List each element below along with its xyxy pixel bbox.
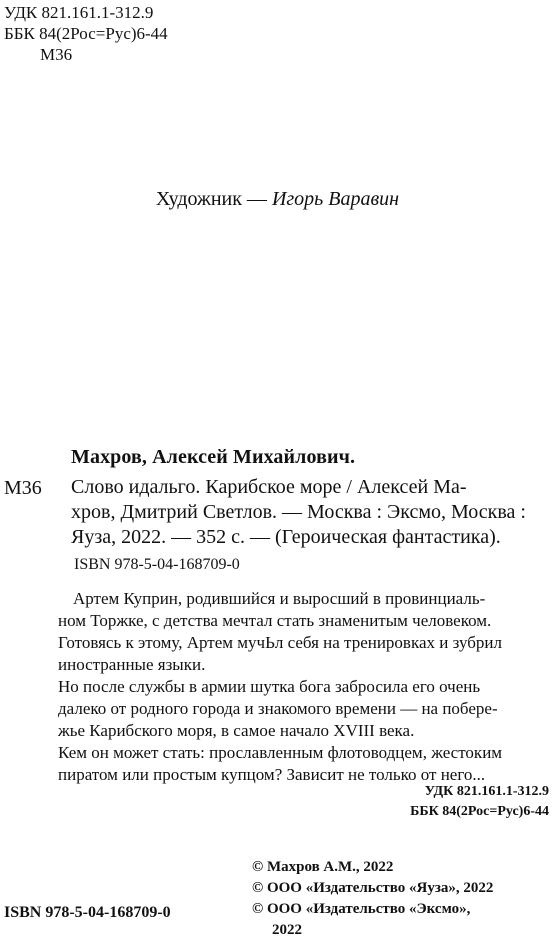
copyright-author: © Махров А.М., 2022 bbox=[252, 859, 394, 875]
classification-codes-top bbox=[4, 2, 168, 65]
copyright-block bbox=[252, 857, 493, 941]
annotation-line: далеко от родного города и знакомого времени — на побере- bbox=[58, 699, 498, 718]
copyright-eksmo: © ООО «Издательство «Эксмо», bbox=[252, 901, 471, 917]
udk-code: УДК 821.161.1-312.9 bbox=[4, 3, 154, 22]
catalog-description bbox=[71, 475, 551, 550]
annotation-line: Готовясь к этому, Артем мучЬл себя на тренировках и зубрил bbox=[58, 633, 502, 652]
catalog-author: Махров, Алексей Михайлович. bbox=[71, 446, 356, 468]
annotation-line: иностранные языки. bbox=[58, 655, 206, 674]
copyright-yauza: © ООО «Издательство «Яуза», 2022 bbox=[252, 880, 494, 896]
annotation-line: Кем он может стать: прославленным флотоводцем, жестоким bbox=[58, 743, 503, 762]
annotation-line: жье Карибского моря, в самое начало XVIII века. bbox=[58, 721, 415, 740]
annotation bbox=[58, 588, 552, 786]
catalog-description-line: хров, Дмитрий Светлов. — Москва : Эксмо, Москва : bbox=[71, 501, 526, 523]
catalog-author-mark: М36 bbox=[4, 477, 42, 499]
catalog-description-line: Слово идальго. Карибское море / Алексей Ма- bbox=[71, 476, 467, 498]
author-mark: М36 bbox=[40, 45, 73, 64]
artist-credit bbox=[0, 188, 555, 211]
annotation-line: ном Торжке, с детства мечтал стать знаменитым человеком. bbox=[58, 611, 492, 630]
annotation-line: пиратом или простым купцом? Зависит не только от него... bbox=[58, 765, 486, 784]
catalog-description-line: Яуза, 2022. — 352 с. — (Героическая фантастика). bbox=[71, 526, 501, 548]
annotation-line: Артем Куприн, родившийся и выросший в провинциаль- bbox=[73, 589, 486, 608]
isbn-bottom: ISBN 978-5-04-168709-0 bbox=[4, 904, 171, 921]
artist-name: Игорь Варавин bbox=[271, 188, 400, 210]
copyright-eksmo-year: 2022 bbox=[272, 922, 302, 938]
artist-label: Художник — bbox=[155, 188, 267, 210]
bbk-code-repeat: ББК 84(2Рос=Рус)6-44 bbox=[410, 804, 549, 819]
bbk-code: ББК 84(2Рос=Рус)6-44 bbox=[4, 24, 168, 43]
udk-code-repeat: УДК 821.161.1-312.9 bbox=[424, 784, 549, 799]
catalog-isbn: ISBN 978-5-04-168709-0 bbox=[74, 556, 240, 573]
annotation-line: Но после службы в армии шутка бога забросила его очень bbox=[58, 677, 481, 696]
classification-codes-bottom bbox=[410, 782, 549, 822]
